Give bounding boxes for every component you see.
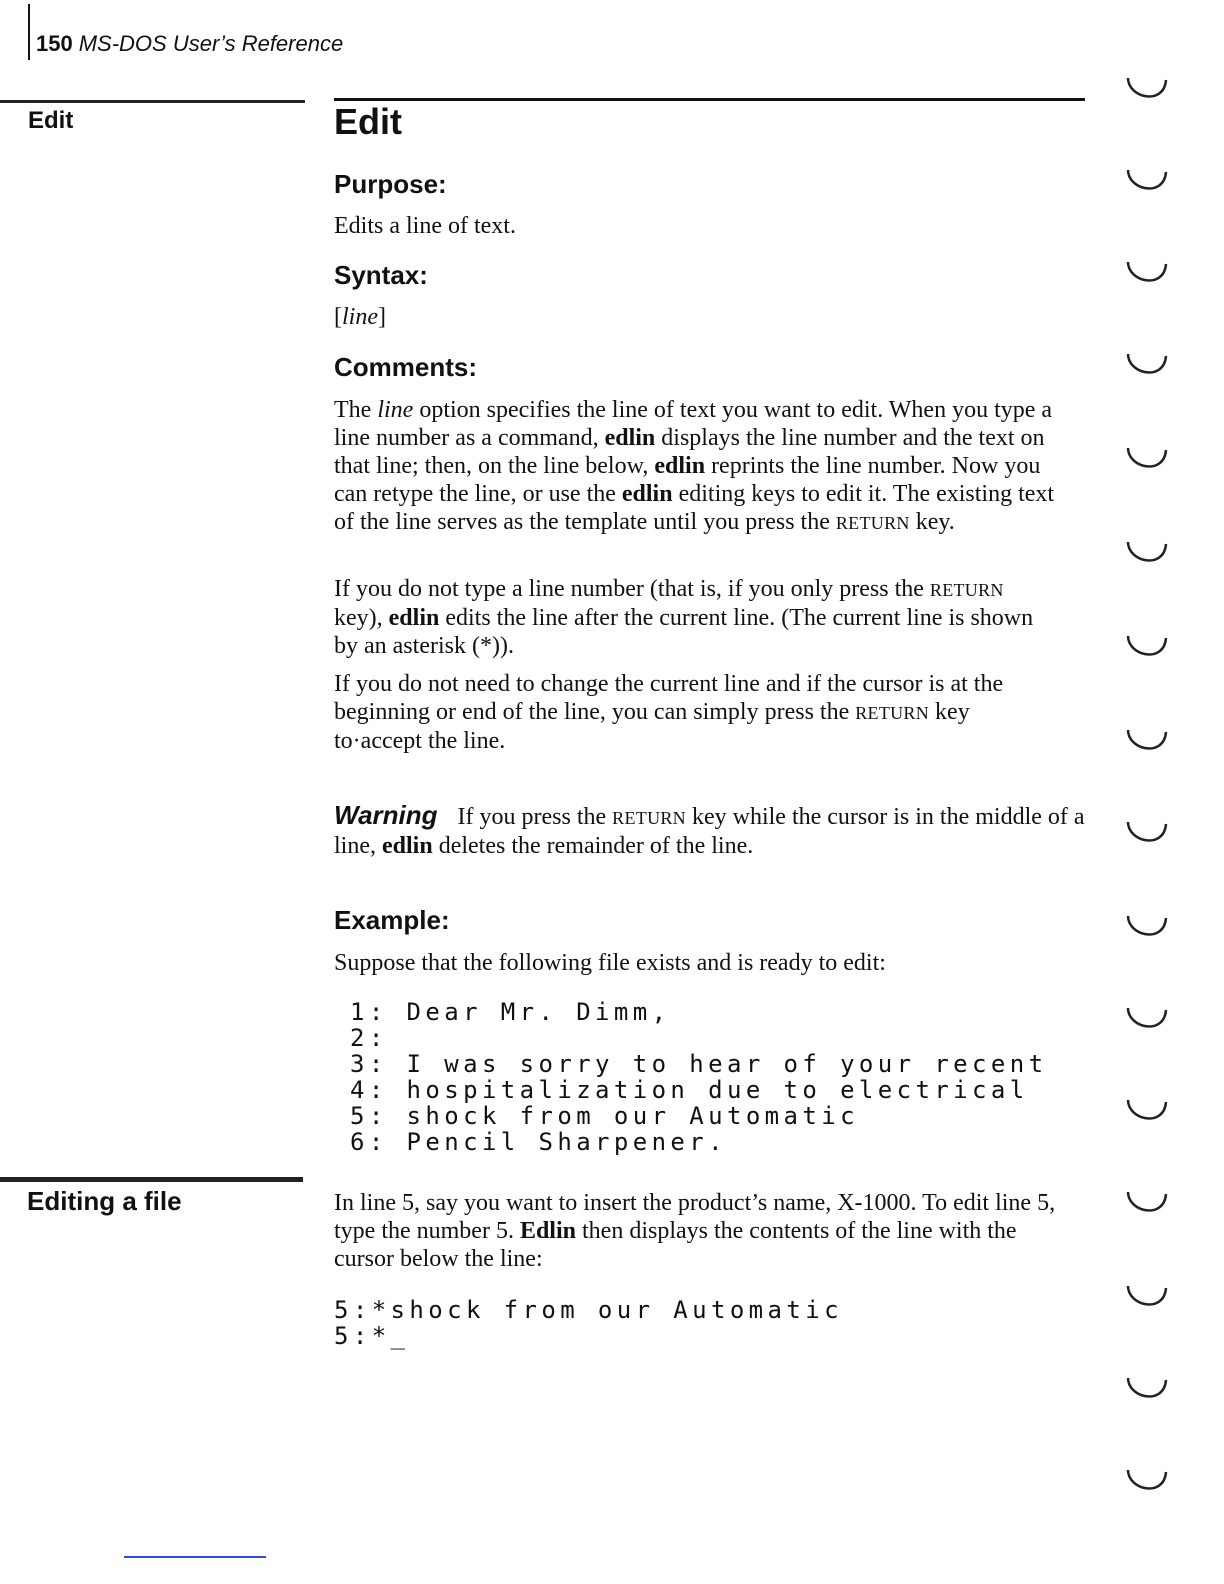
header-rule — [28, 4, 30, 60]
comments-paragraph-1: The line option specifies the line of text you want to edit. When you type a line number as a command, edlin displays the line number and the text on that line; then, on the line below, edlin reprints the line number. Now you can retype the line, or use the edlin editing keys to edit it. The existing text of the line serves as the template until you press the RETURN key. — [334, 397, 1055, 535]
code-line: 2: — [350, 1024, 388, 1052]
edit-paragraph: In line 5, say you want to insert the product’s name, X-1000. To edit line 5, type the number 5. Edlin then displays the contents of the line with the cursor below the line: — [334, 1190, 1056, 1272]
side-heading-rule — [0, 1177, 303, 1182]
comments-paragraph-2: If you do not type a line number (that is, if you only press the RETURN key), edlin edits the line after the current line. (The current line is shown by an asterisk (*)). — [334, 576, 1034, 659]
syntax-heading: Syntax: — [334, 260, 428, 290]
warning-label: Warning — [334, 800, 438, 830]
comments-paragraph-3: If you do not need to change the current line and if the cursor is at the beginning or end of the line, you can simply press the RETURN key to·accept the line. — [334, 671, 1004, 754]
binding-loop-icon — [1124, 634, 1170, 662]
binding-loop-icon — [1124, 1190, 1170, 1218]
binding-loop-icon — [1124, 76, 1170, 104]
binding-loop-icon — [1124, 1098, 1170, 1126]
binding-loop-icon — [1124, 820, 1170, 848]
syntax-text — [334, 303, 386, 331]
binding-loop-icon — [1124, 1006, 1170, 1034]
side-heading-editing-a-file: Editing a file — [27, 1186, 182, 1216]
page-title: Edit — [334, 101, 402, 142]
footer-rule — [124, 1556, 266, 1558]
example-intro: Suppose that the following file exists and is ready to edit: — [334, 950, 886, 976]
code-line: 4: hospitalization due to electrical — [350, 1076, 1029, 1104]
binding-loop-icon — [1124, 352, 1170, 380]
code-line: 5:*_ — [334, 1322, 410, 1350]
code-line: 5: shock from our Automatic — [350, 1102, 859, 1130]
side-heading-rule — [0, 100, 305, 103]
binding-loop-icon — [1124, 728, 1170, 756]
running-header — [36, 31, 343, 57]
page-number: 150 — [36, 31, 73, 56]
code-line: 1: Dear Mr. Dimm, — [350, 998, 671, 1026]
syntax-param: line — [342, 304, 378, 330]
edit-code-block — [334, 1297, 843, 1349]
binding-loop-icon — [1124, 914, 1170, 942]
comments-heading: Comments: — [334, 352, 478, 382]
example-heading: Example: — [334, 905, 450, 935]
syntax-bracket: [ — [334, 304, 342, 330]
side-heading-edit: Edit — [28, 107, 74, 134]
warning-note: Warning If you press the RETURN key while the cursor is in the middle of a line, edlin deletes the remainder of the line. — [334, 800, 1085, 859]
binding-loop-icon — [1124, 1376, 1170, 1404]
purpose-heading: Purpose: — [334, 169, 447, 199]
code-line: 6: Pencil Sharpener. — [350, 1128, 727, 1156]
binding-loop-icon — [1124, 1284, 1170, 1312]
purpose-text: Edits a line of text. — [334, 213, 516, 239]
syntax-bracket: ] — [378, 304, 386, 330]
book-title: MS-DOS User’s Reference — [78, 31, 344, 56]
binding-loop-icon — [1124, 1468, 1170, 1496]
binding-loop-icon — [1124, 540, 1170, 568]
binding-loop-icon — [1124, 260, 1170, 288]
binding-loop-icon — [1124, 168, 1170, 196]
example-code-block — [350, 999, 1047, 1155]
binding-loop-icon — [1124, 446, 1170, 474]
title-rule — [334, 98, 1085, 101]
code-line: 3: I was sorry to hear of your recent — [350, 1050, 1048, 1078]
code-line: 5:*shock from our Automatic — [334, 1296, 843, 1324]
